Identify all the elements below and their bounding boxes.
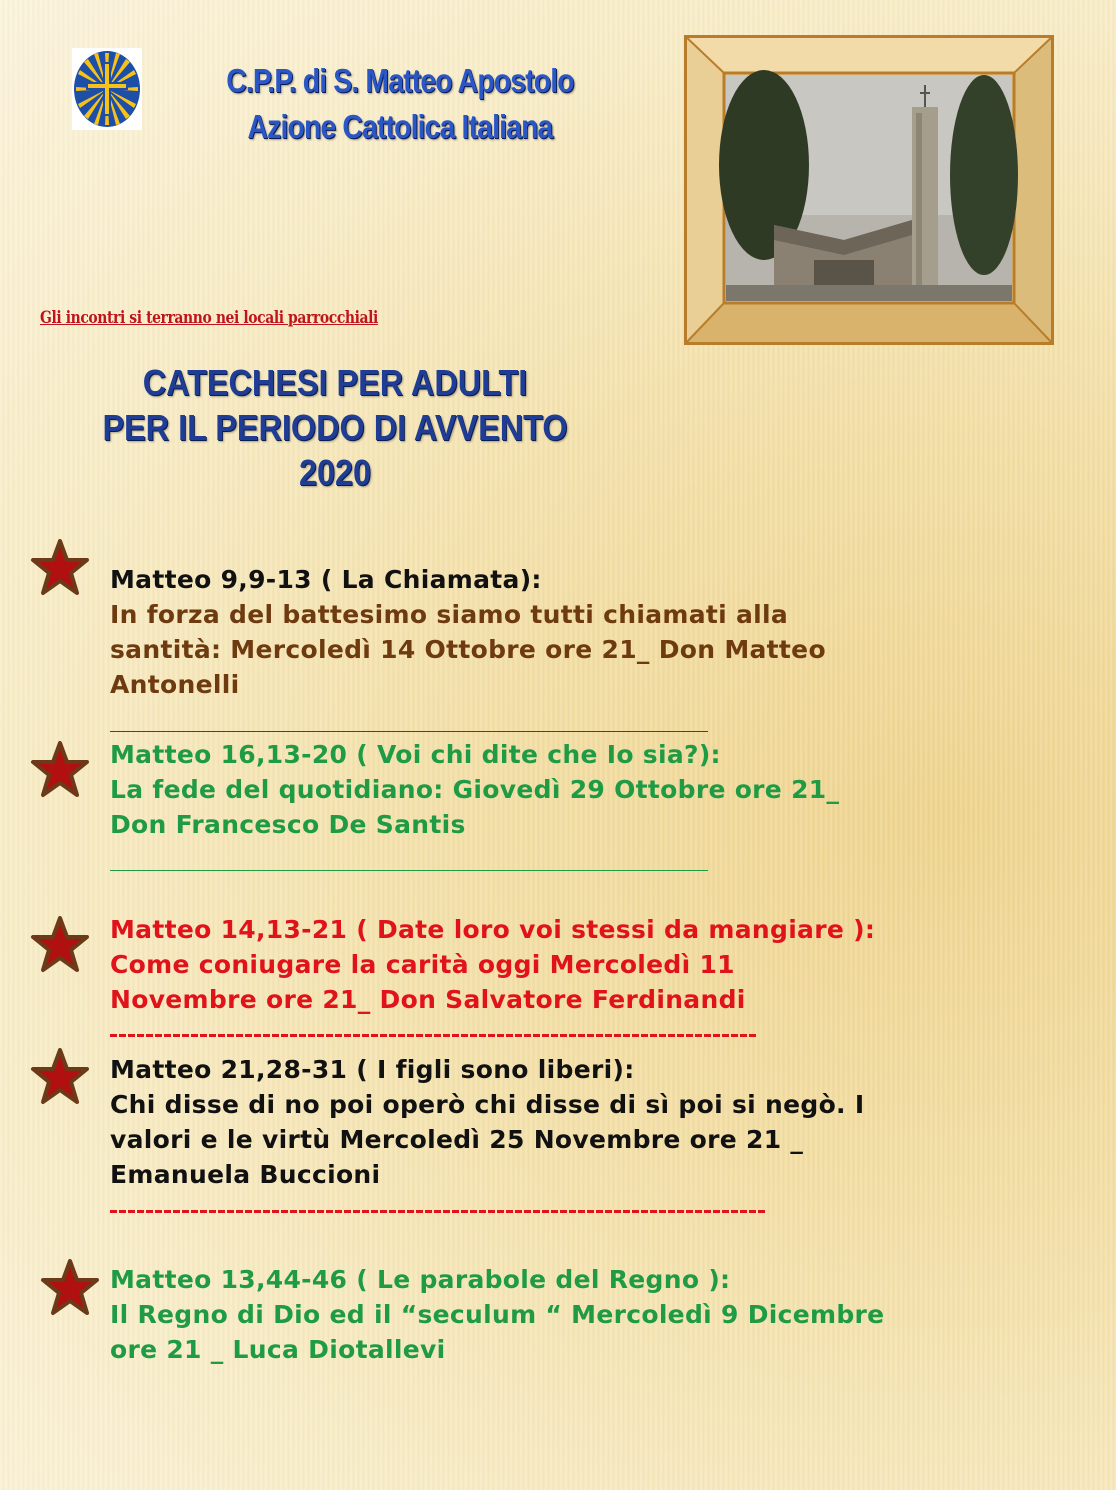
page-title	[70, 360, 601, 495]
entry-heading: Matteo 9,9-13 ( La Chiamata):	[110, 565, 542, 594]
header-line-1: C.P.P. di S. Matteo Apostolo	[226, 62, 574, 99]
red-star-icon	[30, 538, 90, 598]
azione-cattolica-cross-icon	[72, 48, 142, 130]
separator-line	[110, 731, 708, 732]
parish-header	[211, 58, 589, 150]
title-line-3: 2020	[298, 452, 372, 493]
entry-heading: Matteo 21,28-31 ( I figli sono liberi):	[110, 1055, 635, 1084]
entry-line: ore 21 _ Luca Diotallevi	[110, 1335, 446, 1364]
entry-line: santità: Mercoledì 14 Ottobre ore 21_ Don Matteo	[110, 635, 826, 664]
entry-line: Chi disse di no poi operò chi disse di sì poi si negò. I	[110, 1090, 865, 1119]
catechesis-entry-1	[110, 562, 990, 702]
entry-line: Don Francesco De Santis	[110, 810, 466, 839]
title-line-2: PER IL PERIODO DI AVVENTO	[102, 407, 568, 448]
entry-line: Novembre ore 21_ Don Salvatore Ferdinandi	[110, 985, 746, 1014]
catechesis-entry-2	[110, 737, 990, 842]
red-star-icon	[30, 740, 90, 800]
catechesis-entry-4	[110, 1052, 990, 1192]
church-photo-frame	[684, 35, 1054, 345]
entry-line: In forza del battesimo siamo tutti chiamati alla	[110, 600, 789, 629]
red-star-icon	[40, 1258, 100, 1318]
entry-heading: Matteo 13,44-46 ( Le parabole del Regno ):	[110, 1265, 731, 1294]
catechesis-entry-3	[110, 912, 990, 1017]
red-star-icon	[30, 915, 90, 975]
separator-dashes	[110, 1210, 766, 1213]
catechesis-entry-5	[110, 1262, 990, 1367]
red-star-icon	[30, 1047, 90, 1107]
separator-dashes	[110, 1034, 758, 1037]
meeting-location-notice: Gli incontri si terranno nei locali parrocchiali	[40, 308, 378, 328]
azione-cattolica-logo	[72, 48, 142, 130]
header-line-2: Azione Cattolica Italiana	[247, 108, 553, 145]
entry-line: Emanuela Buccioni	[110, 1160, 381, 1189]
entry-line: La fede del quotidiano: Giovedì 29 Ottobre ore 21_	[110, 775, 840, 804]
entry-heading: Matteo 14,13-21 ( Date loro voi stessi da mangiare ):	[110, 915, 876, 944]
entry-line: Il Regno di Dio ed il “seculum “ Mercoledì 9 Dicembre	[110, 1300, 885, 1329]
church-photo	[684, 35, 1054, 345]
entry-line: Antonelli	[110, 670, 240, 699]
entry-heading: Matteo 16,13-20 ( Voi chi dite che Io sia?):	[110, 740, 721, 769]
title-line-1: CATECHESI PER ADULTI	[142, 362, 528, 403]
entry-line: Come coniugare la carità oggi Mercoledì 11	[110, 950, 735, 979]
separator-line	[110, 870, 708, 871]
entry-line: valori e le virtù Mercoledì 25 Novembre ore 21 _	[110, 1125, 804, 1154]
